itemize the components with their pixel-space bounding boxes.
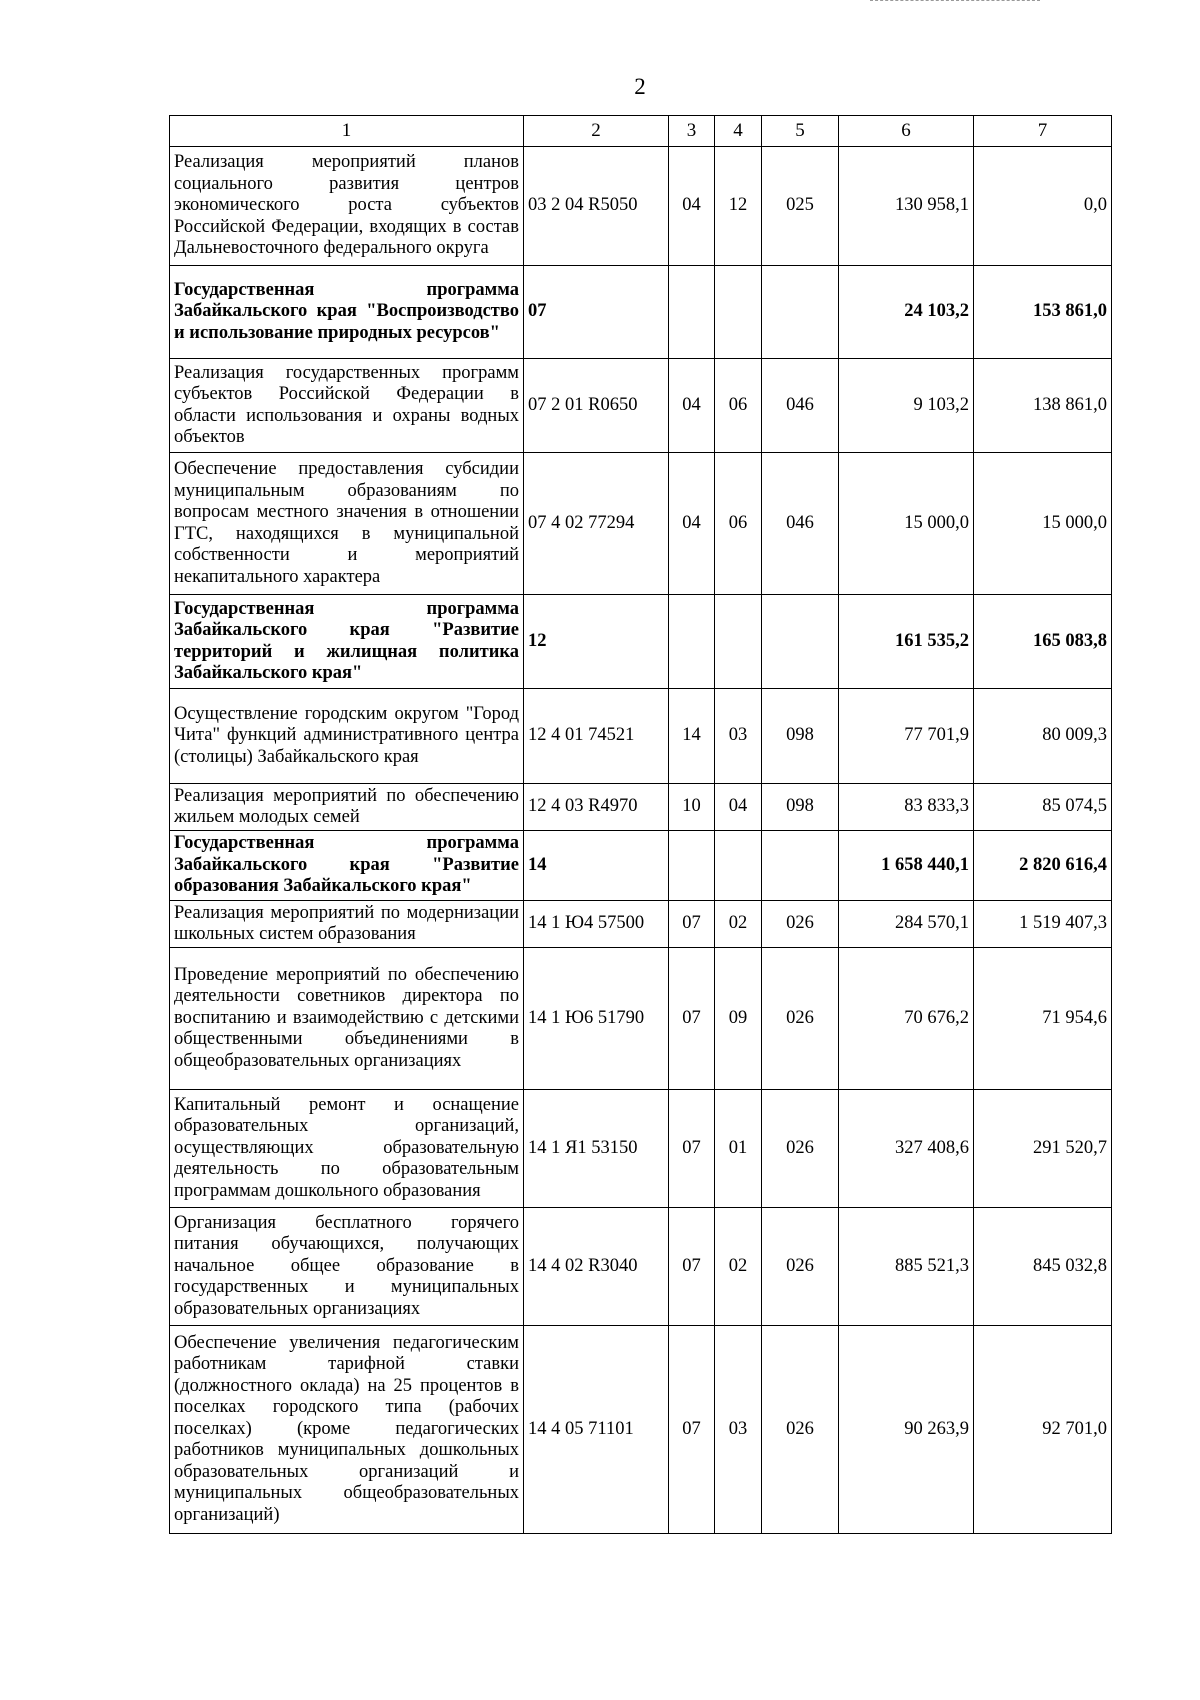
- row-value-7: 845 032,8: [974, 1208, 1112, 1326]
- row-value-7: 0,0: [974, 147, 1112, 266]
- row-code: 07 4 02 77294: [524, 453, 669, 595]
- row-code: 07 2 01 R0650: [524, 359, 669, 453]
- row-value-6: 9 103,2: [839, 359, 974, 453]
- program-row: [170, 831, 1112, 901]
- row-name: Обеспечение увеличения педагогическим работникам тарифной ставки (должностного оклада) на 25 процентов в поселках городского типа (рабочих поселках) (кроме педагогических работников муниципальных дошкольных образовательных организаций и муниципальных общеобразовательных организаций): [170, 1326, 524, 1534]
- column-header: 1: [170, 116, 524, 147]
- row-col4: [715, 595, 762, 689]
- row-col3: 07: [669, 1090, 715, 1208]
- column-header: 7: [974, 116, 1112, 147]
- row-col4: 03: [715, 1326, 762, 1534]
- row-name: Государственная программа Забайкальского края "Развитие образования Забайкальского края": [170, 831, 524, 901]
- row-value-6: 284 570,1: [839, 901, 974, 948]
- row-col5: 098: [762, 784, 839, 831]
- table-row: [170, 948, 1112, 1090]
- row-col5: 025: [762, 147, 839, 266]
- table-row: [170, 1208, 1112, 1326]
- row-col3: 07: [669, 948, 715, 1090]
- row-name: Реализация мероприятий по обеспечению жильем молодых семей: [170, 784, 524, 831]
- row-code: 14: [524, 831, 669, 901]
- row-value-7: 138 861,0: [974, 359, 1112, 453]
- row-name: Проведение мероприятий по обеспечению деятельности советников директора по воспитанию и взаимодействию с детскими общественными объединениями в общеобразовательных организациях: [170, 948, 524, 1090]
- row-col5: [762, 266, 839, 359]
- row-col4: [715, 831, 762, 901]
- row-col5: 026: [762, 901, 839, 948]
- row-value-6: 90 263,9: [839, 1326, 974, 1534]
- table-row: [170, 1326, 1112, 1534]
- row-value-6: 885 521,3: [839, 1208, 974, 1326]
- table-row: [170, 359, 1112, 453]
- row-col4: 09: [715, 948, 762, 1090]
- row-col3: 04: [669, 453, 715, 595]
- budget-table: [169, 115, 1112, 1534]
- column-header: 3: [669, 116, 715, 147]
- row-code: 14 4 02 R3040: [524, 1208, 669, 1326]
- row-col3: 14: [669, 689, 715, 784]
- column-header: 5: [762, 116, 839, 147]
- row-value-7: 92 701,0: [974, 1326, 1112, 1534]
- row-name: Государственная программа Забайкальского края "Воспроизводство и использование природных ресурсов": [170, 266, 524, 359]
- table-row: [170, 784, 1112, 831]
- row-col3: 04: [669, 147, 715, 266]
- row-value-7: 85 074,5: [974, 784, 1112, 831]
- header-row: [170, 116, 1112, 147]
- row-col4: 12: [715, 147, 762, 266]
- row-value-7: 153 861,0: [974, 266, 1112, 359]
- table-row: [170, 453, 1112, 595]
- row-col4: [715, 266, 762, 359]
- row-name: Реализация мероприятий по модернизации школьных систем образования: [170, 901, 524, 948]
- row-col5: [762, 831, 839, 901]
- row-value-6: 77 701,9: [839, 689, 974, 784]
- row-name: Реализация мероприятий планов социального развития центров экономического роста субъектов Российской Федерации, входящих в состав Дальневосточного федерального округа: [170, 147, 524, 266]
- row-col4: 02: [715, 901, 762, 948]
- scan-edge-line: [870, 0, 1040, 1]
- row-col5: [762, 595, 839, 689]
- row-col5: 026: [762, 1090, 839, 1208]
- row-value-6: 15 000,0: [839, 453, 974, 595]
- row-value-6: 130 958,1: [839, 147, 974, 266]
- row-name: Реализация государственных программ субъектов Российской Федерации в области использования и охраны водных объектов: [170, 359, 524, 453]
- row-name: Капитальный ремонт и оснащение образовательных организаций, осуществляющих образовательную деятельность по образовательным программам дошкольного образования: [170, 1090, 524, 1208]
- row-col4: 06: [715, 453, 762, 595]
- row-col3: 07: [669, 901, 715, 948]
- row-code: 14 1 Ю4 57500: [524, 901, 669, 948]
- program-row: [170, 266, 1112, 359]
- table-row: [170, 147, 1112, 266]
- row-code: 14 4 05 71101: [524, 1326, 669, 1534]
- row-col3: [669, 266, 715, 359]
- row-col4: 04: [715, 784, 762, 831]
- row-value-6: 83 833,3: [839, 784, 974, 831]
- row-col3: [669, 831, 715, 901]
- row-code: 07: [524, 266, 669, 359]
- row-col3: 10: [669, 784, 715, 831]
- program-row: [170, 595, 1112, 689]
- column-header: 2: [524, 116, 669, 147]
- row-col3: 07: [669, 1208, 715, 1326]
- row-col3: 07: [669, 1326, 715, 1534]
- row-col4: 02: [715, 1208, 762, 1326]
- row-value-7: 165 083,8: [974, 595, 1112, 689]
- row-code: 03 2 04 R5050: [524, 147, 669, 266]
- row-name: Организация бесплатного горячего питания обучающихся, получающих начальное общее образование в государственных и муниципальных образовательных организациях: [170, 1208, 524, 1326]
- row-code: 14 1 Ю6 51790: [524, 948, 669, 1090]
- row-col4: 03: [715, 689, 762, 784]
- row-value-7: 2 820 616,4: [974, 831, 1112, 901]
- row-col5: 098: [762, 689, 839, 784]
- row-col5: 026: [762, 1326, 839, 1534]
- page-number: 2: [634, 74, 646, 99]
- row-value-6: 24 103,2: [839, 266, 974, 359]
- row-col3: [669, 595, 715, 689]
- row-code: 14 1 Я1 53150: [524, 1090, 669, 1208]
- row-col4: 06: [715, 359, 762, 453]
- table-row: [170, 689, 1112, 784]
- row-value-6: 70 676,2: [839, 948, 974, 1090]
- row-value-6: 1 658 440,1: [839, 831, 974, 901]
- table-row: [170, 1090, 1112, 1208]
- row-name: Осуществление городским округом "Город Чита" функций административного центра (столицы) Забайкальского края: [170, 689, 524, 784]
- row-code: 12 4 03 R4970: [524, 784, 669, 831]
- row-col5: 026: [762, 1208, 839, 1326]
- row-value-7: 71 954,6: [974, 948, 1112, 1090]
- row-col3: 04: [669, 359, 715, 453]
- row-value-7: 291 520,7: [974, 1090, 1112, 1208]
- row-col5: 026: [762, 948, 839, 1090]
- row-value-7: 80 009,3: [974, 689, 1112, 784]
- row-value-7: 15 000,0: [974, 453, 1112, 595]
- table-row: [170, 901, 1112, 948]
- row-value-7: 1 519 407,3: [974, 901, 1112, 948]
- column-header: 6: [839, 116, 974, 147]
- row-name: Государственная программа Забайкальского края "Развитие территорий и жилищная политика Забайкальского края": [170, 595, 524, 689]
- row-value-6: 161 535,2: [839, 595, 974, 689]
- row-value-6: 327 408,6: [839, 1090, 974, 1208]
- row-col5: 046: [762, 453, 839, 595]
- row-code: 12 4 01 74521: [524, 689, 669, 784]
- row-col4: 01: [715, 1090, 762, 1208]
- row-code: 12: [524, 595, 669, 689]
- row-col5: 046: [762, 359, 839, 453]
- column-header: 4: [715, 116, 762, 147]
- row-name: Обеспечение предоставления субсидии муниципальным образованиям по вопросам местного значения в отношении ГТС, находящихся в муниципальной собственности и мероприятий некапитального характера: [170, 453, 524, 595]
